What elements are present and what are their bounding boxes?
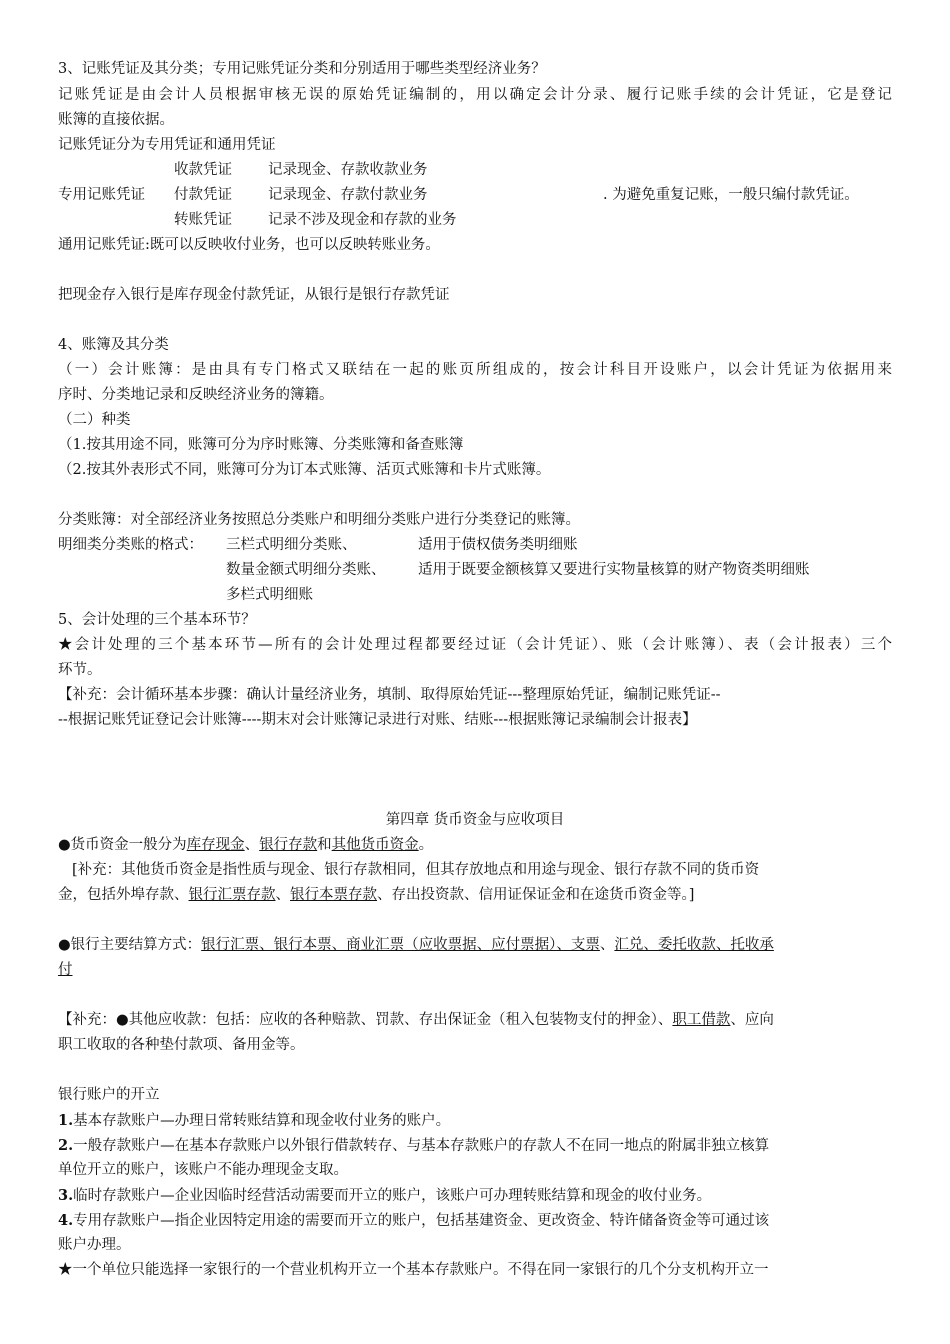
paragraph: 账簿的直接依据。	[58, 112, 174, 128]
paragraph: 3.临时存款账户—企业因临时经营活动需要而开立的账户，该账户可办理转账结算和现金的收付业务。	[58, 1187, 712, 1204]
voucher-type: 转账凭证	[174, 212, 232, 228]
section-4-title: 4、账簿及其分类	[58, 337, 169, 353]
paragraph: 环节。	[58, 662, 102, 678]
paragraph: 2.一般存款账户—在基本存款账户以外银行借款转存、与基本存款账户的存款人不在同一地点的附属非独立核算	[58, 1137, 770, 1154]
voucher-desc: 记录不涉及现金和存款的业务	[268, 212, 457, 228]
paragraph: 【补充：会计循环基本步骤：确认计量经济业务，填制、取得原始凭证---整理原始凭证，编制记账凭证--	[58, 687, 721, 703]
paragraph: 付	[58, 962, 73, 978]
paragraph: （一）会计账簿：是由具有专门格式又联结在一起的账页所组成的，按会计科目开设账户，以会计凭证为依据用来	[58, 362, 892, 378]
detail-note: 适用于既要金额核算又要进行实物量核算的财产物资类明细账	[418, 562, 810, 578]
voucher-type: 付款凭证	[174, 187, 232, 203]
voucher-type: 收款凭证	[174, 162, 232, 178]
subsection-title: 银行账户的开立	[58, 1087, 160, 1103]
paragraph: 分类账簿：对全部经济业务按照总分类账户和明细分类账户进行分类登记的账簿。	[58, 512, 580, 528]
paragraph: 4.专用存款账户—指企业因特定用途的需要而开立的账户，包括基建资金、更改资金、特许储备资金等可通过该	[58, 1212, 770, 1229]
voucher-note: . 为避免重复记账，一般只编付款凭证。	[603, 187, 859, 203]
paragraph: 单位开立的账户，该账户不能办理现金支取。	[58, 1162, 348, 1178]
voucher-desc: 记录现金、存款付款业务	[268, 187, 428, 203]
paragraph: （二）种类	[58, 412, 131, 428]
paragraph: 金，包括外埠存款、银行汇票存款、银行本票存款、存出投资款、信用证保证金和在途货币资金等。]	[58, 887, 695, 903]
paragraph: 1.基本存款账户—办理日常转账结算和现金收付业务的账户。	[58, 1112, 451, 1129]
paragraph: ★会计处理的三个基本环节—所有的会计处理过程都要经过证（会计凭证）、账（会计账簿）、表（会计报表）三个	[58, 637, 892, 653]
paragraph: 把现金存入银行是库存现金付款凭证，从银行是银行存款凭证	[58, 287, 450, 303]
voucher-desc: 记录现金、存款收款业务	[268, 162, 428, 178]
paragraph: ●货币资金一般分为库存现金、银行存款和其他货币资金。	[58, 837, 434, 853]
chapter-title: 第四章 货币资金与应收项目	[385, 812, 565, 828]
paragraph: （1.按其用途不同，账簿可分为序时账簿、分类账簿和备查账簿	[58, 437, 464, 453]
paragraph: ●银行主要结算方式：银行汇票、银行本票、商业汇票（应收票据、应付票据）、支票、汇兑、委托收款、托收承	[58, 937, 774, 953]
paragraph: 账户办理。	[58, 1237, 131, 1253]
detail-format: 多栏式明细账	[226, 587, 313, 603]
paragraph: --根据记账凭证登记会计账簿----期末对会计账簿记录进行对账、结账---根据账簿记录编制会计报表】	[58, 712, 697, 728]
paragraph: 通用记账凭证:既可以反映收付业务，也可以反映转账业务。	[58, 237, 440, 253]
paragraph: ★一个单位只能选择一家银行的一个营业机构开立一个基本存款账户。不得在同一家银行的几个分支机构开立一	[58, 1262, 769, 1278]
paragraph: 记账凭证是由会计人员根据审核无误的原始凭证编制的，用以确定会计分录、履行记账手续的会计凭证，它是登记	[58, 87, 892, 103]
special-voucher-label: 专用记账凭证	[58, 187, 145, 203]
paragraph: [补充：其他货币资金是指性质与现金、银行存款相同，但其存放地点和用途与现金、银行存款不同的货币资	[72, 862, 760, 878]
paragraph: 【补充：●其他应收款：包括：应收的各种赔款、罚款、存出保证金（租入包装物支付的押金）、职工借款、应向	[58, 1012, 774, 1028]
detail-ledger-label: 明细类分类账的格式：	[58, 537, 203, 553]
paragraph: 记账凭证分为专用凭证和通用凭证	[58, 137, 276, 153]
paragraph: （2.按其外表形式不同，账簿可分为订本式账簿、活页式账簿和卡片式账簿。	[58, 462, 551, 478]
section-3-title: 3、记账凭证及其分类；专用记账凭证分类和分别适用于哪些类型经济业务？	[58, 61, 546, 77]
paragraph: 序时、分类地记录和反映经济业务的簿籍。	[58, 387, 334, 403]
detail-format: 数量金额式明细分类账、	[226, 562, 386, 578]
detail-note: 适用于债权债务类明细账	[418, 537, 578, 553]
detail-format: 三栏式明细分类账、	[226, 537, 357, 553]
paragraph: 职工收取的各种垫付款项、备用金等。	[58, 1037, 305, 1053]
section-5-title: 5、会计处理的三个基本环节？	[58, 612, 256, 628]
